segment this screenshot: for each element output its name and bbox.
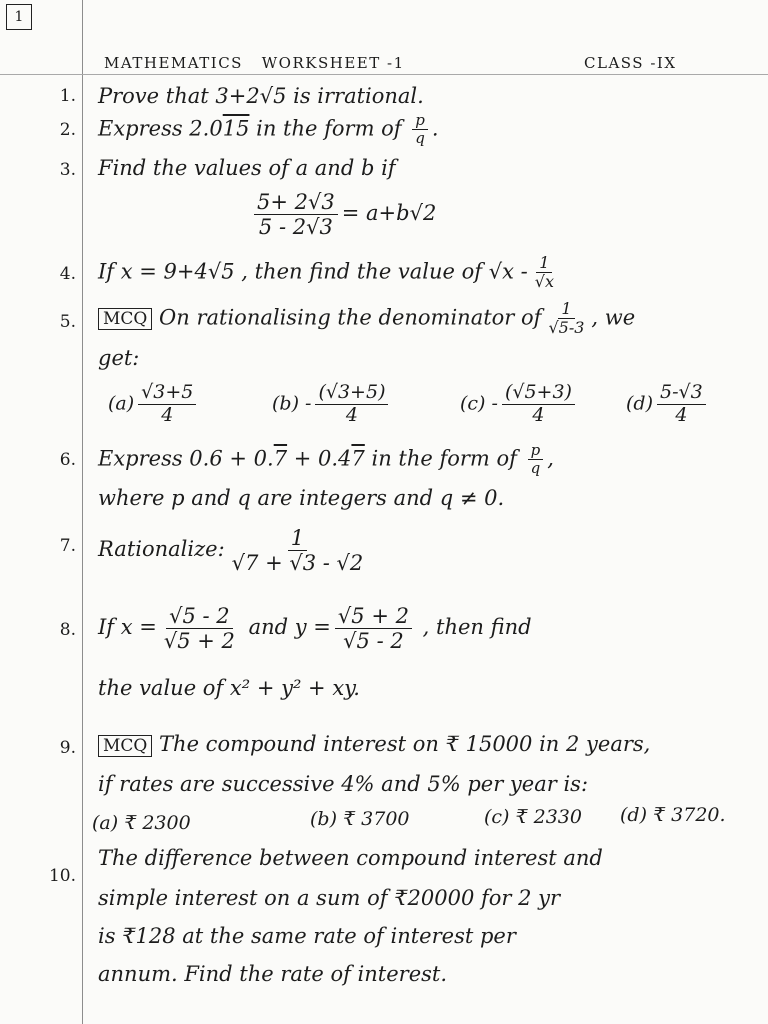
q5-text-continued: get: bbox=[98, 346, 140, 370]
q6-text-b: + 0.4 bbox=[287, 446, 352, 471]
fraction-denominator: √x bbox=[534, 272, 554, 292]
q2-text-a: Express 2.0 bbox=[98, 116, 223, 141]
question-5-text bbox=[98, 300, 635, 338]
question-number: 2. bbox=[59, 120, 76, 140]
fraction-denominator: 4 bbox=[675, 403, 688, 426]
option-label: (c) - bbox=[460, 392, 498, 415]
question-9-text bbox=[98, 732, 650, 756]
q9-text-line1: The compound interest on ₹ 15000 in 2 years, bbox=[159, 732, 651, 756]
mcq-badge: MCQ bbox=[98, 735, 152, 757]
fraction-denominator: 4 bbox=[161, 403, 174, 426]
question-3-text: Find the values of a and b if bbox=[98, 156, 396, 180]
class-label: CLASS -IX bbox=[584, 54, 677, 72]
question-10-text-line3: is ₹128 at the same rate of interest per bbox=[98, 924, 516, 948]
q4-text: If x = 9+4√5 , then find the value of √x - bbox=[98, 259, 528, 284]
fraction-numerator: p bbox=[412, 112, 428, 130]
question-6-text bbox=[98, 442, 554, 478]
option-label: (b) - bbox=[272, 392, 312, 415]
question-number: 6. bbox=[59, 450, 76, 470]
question-number: 1. bbox=[59, 86, 76, 106]
q5-text: On rationalising the denominator of bbox=[159, 305, 542, 330]
q8-x-fraction bbox=[161, 604, 238, 653]
question-number: 7. bbox=[59, 536, 76, 556]
q6-repeating-digit: 7 bbox=[351, 446, 365, 471]
worksheet-title: MATHEMATICS WORKSHEET -1 bbox=[104, 54, 405, 72]
question-3-equation bbox=[250, 190, 436, 239]
question-2-text bbox=[98, 112, 439, 148]
question-1-text: Prove that 3+2√5 is irrational. bbox=[98, 84, 424, 108]
q2-text-b: in the form of bbox=[249, 116, 409, 141]
q8-y-fraction bbox=[335, 604, 412, 653]
question-number: 5. bbox=[59, 312, 76, 332]
fraction-numerator: √3+5 bbox=[138, 382, 196, 405]
question-8-text bbox=[98, 604, 532, 653]
fraction-numerator: (√5+3) bbox=[502, 382, 575, 405]
q6-repeating-digit: 7 bbox=[273, 446, 288, 471]
q5-fraction bbox=[545, 300, 587, 338]
question-number: 4. bbox=[59, 264, 76, 284]
option-fraction bbox=[138, 382, 196, 427]
fraction-numerator: 5+ 2√3 bbox=[254, 190, 338, 215]
q9-option-a: (a) ₹ 2300 bbox=[92, 812, 191, 834]
q7-fraction bbox=[229, 526, 367, 575]
question-4-text bbox=[98, 254, 561, 292]
fraction-denominator: √5 - 2 bbox=[343, 629, 404, 654]
question-10-text-line2: simple interest on a sum of ₹20000 for 2 yr bbox=[98, 886, 561, 910]
fraction-numerator: √5 - 2 bbox=[166, 604, 233, 629]
q4-fraction bbox=[532, 254, 557, 292]
q7-text: Rationalize: bbox=[98, 537, 225, 562]
fraction-numerator: (√3+5) bbox=[315, 382, 388, 405]
fraction-numerator: 5-√3 bbox=[657, 382, 706, 405]
fraction-denominator: √5-3 bbox=[548, 318, 585, 338]
q3-fraction bbox=[254, 190, 338, 239]
question-10-text-line1: The difference between compound interest and bbox=[98, 846, 603, 870]
q8-text-c: , then find bbox=[422, 615, 532, 640]
q5-option-c bbox=[460, 382, 579, 427]
fraction-denominator: 4 bbox=[345, 403, 359, 426]
q6-text-d: , bbox=[547, 446, 554, 471]
q5-option-b bbox=[272, 382, 392, 427]
q9-option-c: (c) ₹ 2330 bbox=[484, 806, 582, 828]
fraction-denominator: 5 - 2√3 bbox=[258, 215, 333, 240]
option-label: (d) bbox=[626, 392, 653, 415]
question-8-text-line2: the value of x² + y² + xy. bbox=[98, 676, 360, 700]
fraction-denominator: q bbox=[415, 129, 425, 148]
q5-text-b: , we bbox=[591, 305, 636, 330]
q6-text-c: in the form of bbox=[364, 446, 524, 471]
fraction-denominator: √5 + 2 bbox=[163, 629, 235, 654]
q6-fraction bbox=[528, 442, 544, 478]
header-rule bbox=[0, 74, 768, 75]
q6-text-a: Express 0.6 + 0. bbox=[98, 446, 274, 471]
fraction-denominator: q bbox=[530, 459, 541, 478]
fraction-numerator: p bbox=[528, 442, 544, 460]
page-number: 1 bbox=[6, 4, 32, 30]
fraction-denominator: 4 bbox=[532, 403, 545, 426]
fraction-denominator: √7 + √3 - √2 bbox=[231, 551, 364, 576]
fraction-numerator: 1 bbox=[558, 300, 574, 319]
fraction-numerator: 1 bbox=[536, 254, 552, 273]
question-number: 3. bbox=[59, 160, 76, 180]
question-9-text-line2: if rates are successive 4% and 5% per year is: bbox=[98, 772, 589, 796]
mcq-badge: MCQ bbox=[98, 308, 152, 330]
q9-option-d: (d) ₹ 3720. bbox=[620, 804, 726, 826]
q2-text-c: . bbox=[431, 116, 439, 141]
q8-text-b: and y = bbox=[248, 615, 331, 640]
question-10-text-line4: annum. Find the rate of interest. bbox=[98, 962, 448, 986]
q2-fraction bbox=[412, 112, 428, 148]
question-7-text bbox=[98, 526, 370, 575]
option-fraction bbox=[502, 382, 575, 427]
question-6-text-line2: where p and q are integers and q ≠ 0. bbox=[98, 486, 505, 510]
q5-option-d bbox=[626, 382, 710, 427]
question-number: 8. bbox=[59, 620, 76, 640]
q8-text-a: If x = bbox=[98, 615, 157, 640]
q9-option-b: (b) ₹ 3700 bbox=[310, 808, 410, 830]
question-number: 10. bbox=[48, 866, 76, 886]
question-number: 9. bbox=[59, 738, 76, 758]
q2-repeating-digits: 15 bbox=[222, 116, 250, 141]
q3-rhs: = a+b√2 bbox=[341, 201, 437, 226]
option-fraction bbox=[657, 382, 706, 427]
option-label: (a) bbox=[108, 392, 135, 415]
q5-option-a bbox=[108, 382, 200, 427]
fraction-numerator: √5 + 2 bbox=[335, 604, 412, 629]
option-fraction bbox=[315, 382, 388, 427]
margin-line bbox=[82, 0, 83, 1024]
fraction-numerator: 1 bbox=[288, 526, 307, 551]
